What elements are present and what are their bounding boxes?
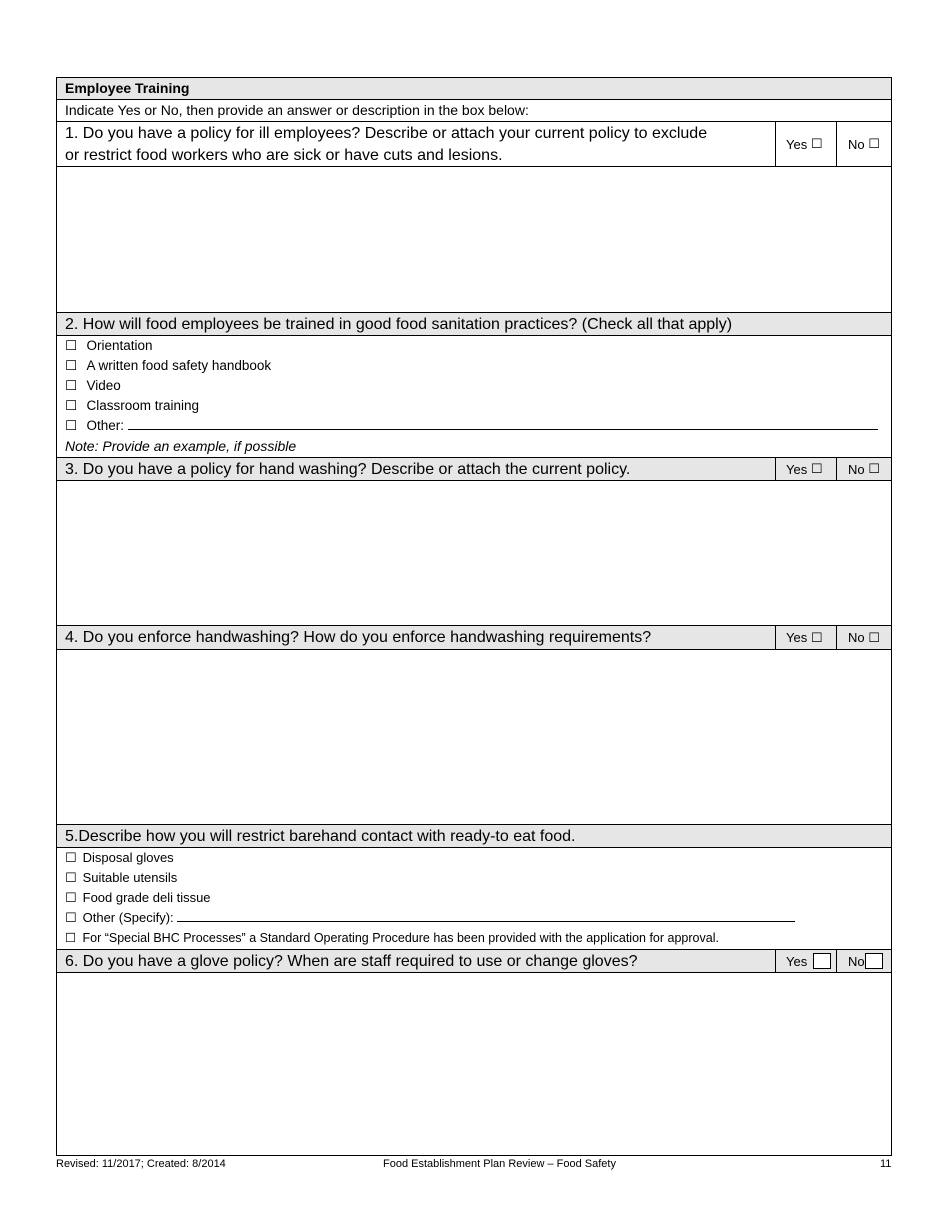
option-label: Orientation xyxy=(86,338,153,353)
checkbox-icon: ☐ xyxy=(65,850,77,865)
instruction-text: Indicate Yes or No, then provide an answer or description in the box below: xyxy=(65,102,529,118)
checkbox-icon: ☐ xyxy=(868,461,880,476)
checkbox-box-icon xyxy=(813,953,831,969)
option-orientation[interactable] xyxy=(65,336,878,356)
question-3-text: 3. Do you have a policy for hand washing? Describe or attach the current policy. xyxy=(65,461,631,478)
yes-label: Yes xyxy=(786,630,808,645)
option-label: Suitable utensils xyxy=(82,870,178,885)
question-1-answer-box[interactable] xyxy=(56,166,892,313)
checkbox-icon: ☐ xyxy=(810,629,823,645)
no-label: No xyxy=(848,136,865,152)
option-label: Video xyxy=(86,378,121,393)
option-disposal-gloves[interactable] xyxy=(65,848,795,868)
instruction-row xyxy=(56,99,892,122)
question-4-yes-checkbox[interactable] xyxy=(775,626,835,649)
other-write-in-line[interactable] xyxy=(128,417,878,430)
yes-label: Yes xyxy=(786,953,808,969)
question-1-yes-checkbox[interactable] xyxy=(775,122,835,166)
option-classroom-training[interactable] xyxy=(65,396,878,416)
footer-page-number: 11 xyxy=(880,1158,892,1170)
question-2-note: Note: Provide an example, if possible xyxy=(65,438,297,454)
checkbox-icon: ☐ xyxy=(65,338,78,353)
yes-label: Yes xyxy=(786,136,808,152)
checkbox-icon: ☐ xyxy=(65,378,78,393)
question-3-no-checkbox[interactable] xyxy=(836,458,893,480)
option-label: Classroom training xyxy=(86,398,200,413)
footer-title: Food Establishment Plan Review – Food Safety xyxy=(383,1158,616,1170)
other-specify-write-in-line[interactable] xyxy=(177,909,795,922)
question-6-yes-checkbox[interactable] xyxy=(775,950,835,972)
question-2-text: 2. How will food employees be trained in good food sanitation practices? (Check all that apply) xyxy=(65,316,733,333)
option-label: For “Special BHC Processes” a Standard Operating Procedure has been provided with the application for approval. xyxy=(82,931,719,945)
no-label: No xyxy=(848,953,865,969)
option-label: Other (Specify): xyxy=(82,910,174,925)
checkbox-icon: ☐ xyxy=(65,910,77,925)
section-header xyxy=(56,77,892,100)
option-label: Disposal gloves xyxy=(82,850,174,865)
checkbox-icon: ☐ xyxy=(65,398,78,413)
footer-revised: Revised: 11/2017; Created: 8/2014 xyxy=(56,1158,226,1170)
checkbox-icon: ☐ xyxy=(65,931,77,945)
section-title: Employee Training xyxy=(65,80,190,96)
option-label: Food grade deli tissue xyxy=(82,890,211,905)
question-6-answer-box[interactable] xyxy=(56,972,892,1156)
checkbox-icon: ☐ xyxy=(868,136,880,151)
question-1-line-2: or restrict food workers who are sick or have cuts and lesions. xyxy=(65,147,503,164)
question-4-row xyxy=(56,625,892,650)
checkbox-icon: ☐ xyxy=(810,136,823,151)
option-written-handbook[interactable] xyxy=(65,356,878,376)
question-4-answer-box[interactable] xyxy=(56,649,892,825)
no-label: No xyxy=(848,630,865,645)
option-label: A written food safety handbook xyxy=(86,358,272,373)
checkbox-icon: ☐ xyxy=(810,461,823,476)
question-4-no-checkbox[interactable] xyxy=(836,626,893,649)
question-5-row xyxy=(56,824,892,848)
question-6-row xyxy=(56,949,892,973)
option-video[interactable] xyxy=(65,376,878,396)
question-3-yes-checkbox[interactable] xyxy=(775,458,835,480)
question-2-options xyxy=(56,335,892,458)
question-5-text: 5.Describe how you will restrict barehand contact with ready-to eat food. xyxy=(65,828,576,845)
question-1-row xyxy=(56,121,892,167)
option-other-specify[interactable] xyxy=(65,908,795,928)
checkbox-icon: ☐ xyxy=(65,890,77,905)
checkbox-icon: ☐ xyxy=(65,870,77,885)
question-4-text: 4. Do you enforce handwashing? How do you enforce handwashing requirements? xyxy=(65,629,652,646)
question-6-no-checkbox[interactable] xyxy=(836,950,893,972)
question-3-row xyxy=(56,457,892,481)
question-2-row xyxy=(56,312,892,336)
checkbox-icon: ☐ xyxy=(65,358,78,373)
question-3-answer-box[interactable] xyxy=(56,480,892,626)
yes-label: Yes xyxy=(786,461,808,477)
checkbox-icon: ☐ xyxy=(868,629,880,645)
question-1-no-checkbox[interactable] xyxy=(836,122,893,166)
option-deli-tissue[interactable] xyxy=(65,888,795,908)
no-label: No xyxy=(848,461,865,477)
checkbox-icon: ☐ xyxy=(65,418,78,433)
option-label: Other: xyxy=(86,418,125,433)
question-5-options xyxy=(56,847,892,950)
option-other[interactable] xyxy=(65,416,878,436)
option-suitable-utensils[interactable] xyxy=(65,868,795,888)
question-6-text: 6. Do you have a glove policy? When are staff required to use or change gloves? xyxy=(65,953,638,970)
question-1-line-1: 1. Do you have a policy for ill employees? Describe or attach your current policy to exclude xyxy=(65,125,708,142)
question-1-text xyxy=(65,123,707,167)
option-special-bhc[interactable] xyxy=(65,928,795,948)
checkbox-box-icon xyxy=(865,953,883,969)
